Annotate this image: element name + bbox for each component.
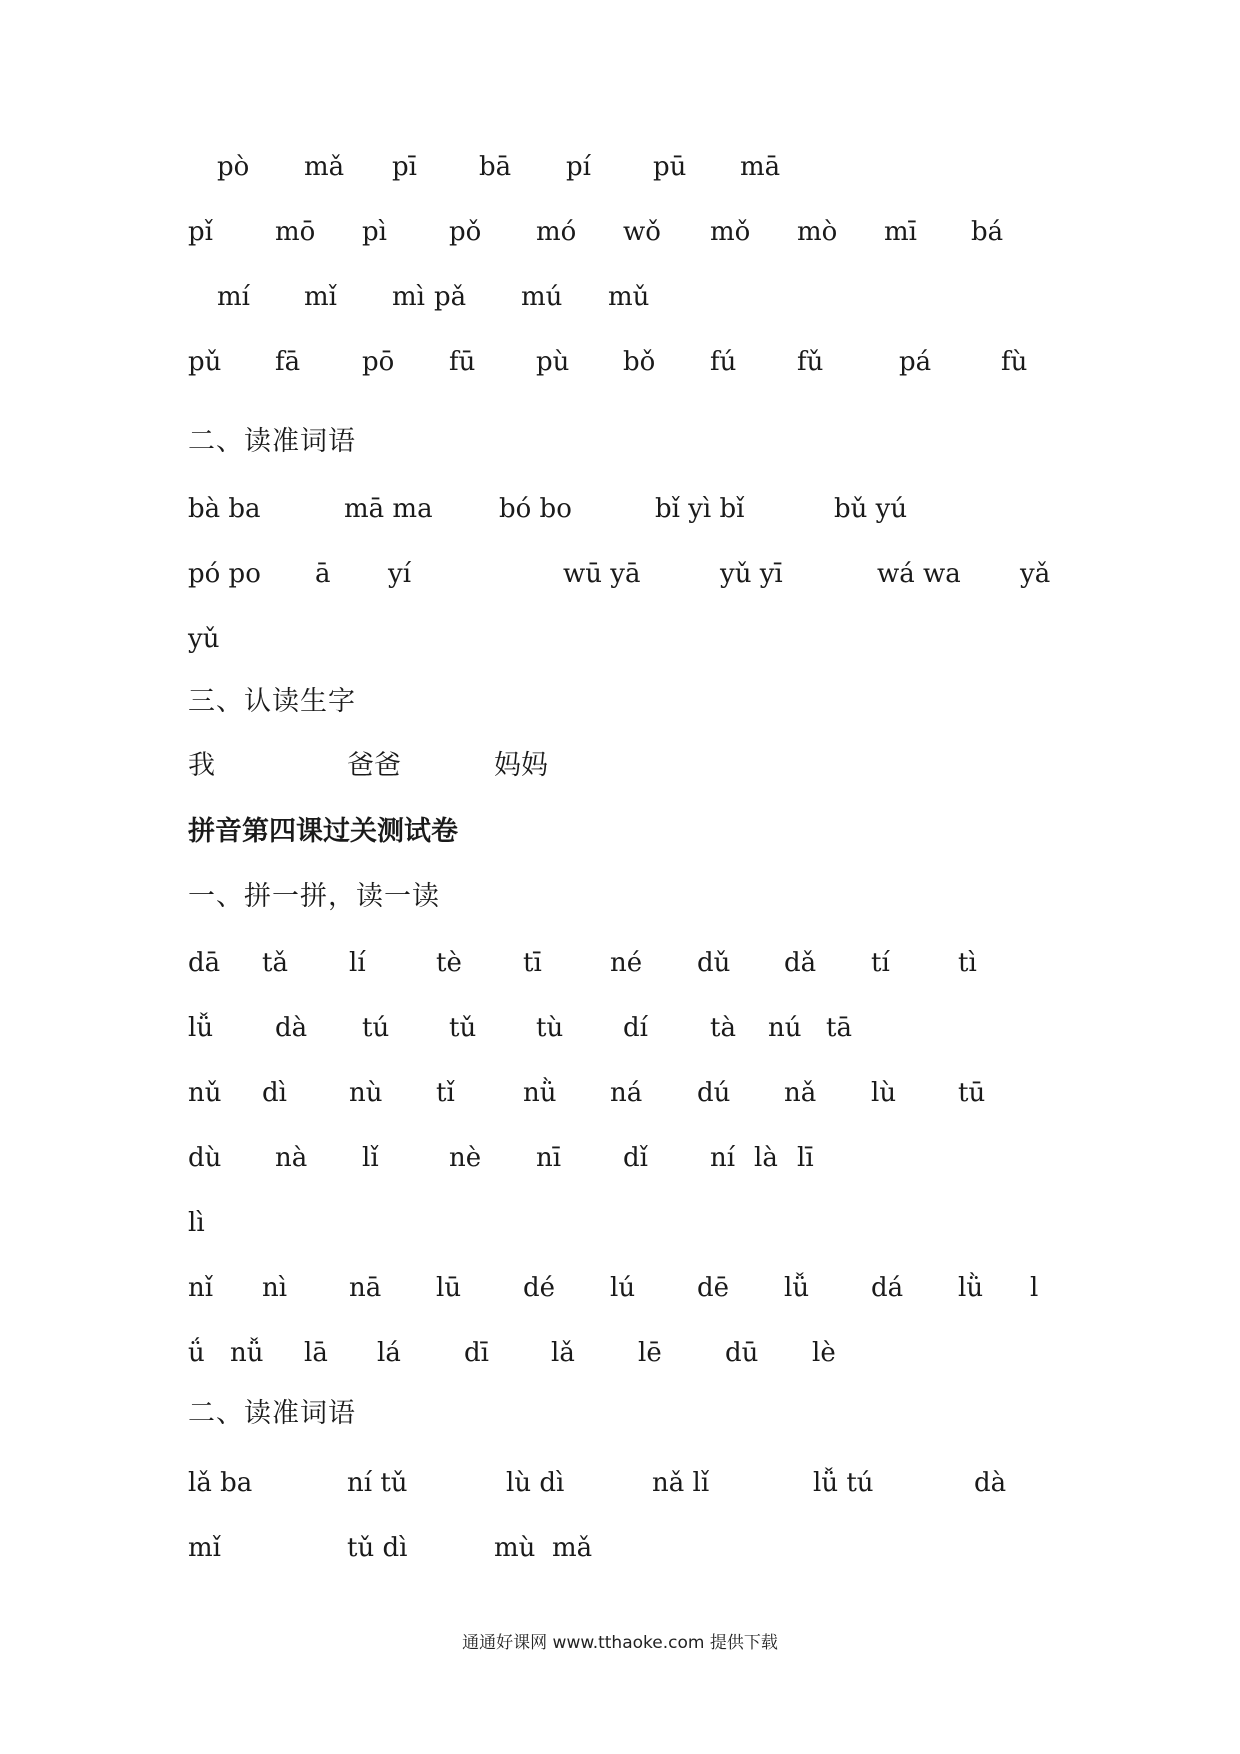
pinyin-syllable: dū [725, 1338, 759, 1368]
pinyin-syllable: lè [812, 1338, 836, 1368]
pinyin-syllable: nù [349, 1078, 383, 1108]
word: yí [388, 559, 412, 589]
word: bǐ yì bǐ [655, 494, 745, 524]
pinyin-syllable: tì [958, 948, 977, 978]
pinyin-syllable: pò [217, 152, 250, 182]
pinyin-syllable: dí [623, 1013, 648, 1043]
pinyin-syllable: lǎ [551, 1338, 575, 1368]
pinyin-syllable: lú [610, 1273, 636, 1303]
word: bà ba [188, 494, 261, 524]
pinyin-syllable: dà [275, 1013, 308, 1043]
pinyin-syllable: bǒ [623, 347, 656, 377]
word: mǎ [552, 1533, 593, 1563]
word: ā [315, 559, 331, 589]
pinyin-syllable: fú [710, 347, 737, 377]
pinyin-syllable: dá [871, 1273, 904, 1303]
pinyin-syllable: mī [884, 217, 917, 247]
pinyin-syllable: lù [871, 1078, 897, 1108]
pinyin-syllable: ǘ [188, 1338, 205, 1368]
pinyin-syllable: nè [449, 1143, 482, 1173]
pinyin-syllable: dē [697, 1273, 730, 1303]
pinyin-syllable: pí [566, 152, 591, 182]
word: bó bo [499, 494, 572, 524]
word: yǔ yī [720, 559, 783, 589]
pinyin-syllable: lī [797, 1143, 814, 1173]
pinyin-syllable: bā [479, 152, 512, 182]
l4-section1-heading: 一、拼一拼，读一读 [188, 881, 440, 912]
pinyin-syllable: nì [262, 1273, 288, 1303]
pinyin-syllable: dǔ [697, 948, 731, 978]
pinyin-syllable: pǐ [188, 217, 213, 247]
chinese-character: 我 [188, 750, 215, 781]
chinese-character: 爸爸 [347, 750, 401, 781]
pinyin-syllable: l [1030, 1273, 1039, 1303]
pinyin-syllable: bá [971, 217, 1004, 247]
pinyin-syllable: mǔ [608, 282, 650, 312]
pinyin-syllable: mō [275, 217, 316, 247]
word: nǎ lǐ [652, 1468, 710, 1498]
word: wū yā [563, 559, 641, 589]
pinyin-syllable: lū [436, 1273, 462, 1303]
pinyin-syllable: lǜ [958, 1273, 984, 1303]
pinyin-syllable: nà [275, 1143, 308, 1173]
pinyin-syllable: tǔ [449, 1013, 477, 1043]
pinyin-syllable: mā [740, 152, 781, 182]
word: mù [494, 1533, 536, 1563]
pinyin-syllable: lā [304, 1338, 328, 1368]
word: pó po [188, 559, 261, 589]
pinyin-syllable: fā [275, 347, 301, 377]
pinyin-syllable: mú [521, 282, 563, 312]
word: bǔ yú [834, 494, 908, 524]
pinyin-syllable: tǎ [262, 948, 288, 978]
word: mǐ [188, 1533, 221, 1563]
pinyin-syllable: pī [392, 152, 417, 182]
pinyin-syllable: dǎ [784, 948, 817, 978]
pinyin-syllable: pū [653, 152, 687, 182]
pinyin-syllable: ná [610, 1078, 643, 1108]
pinyin-syllable: lǐ [362, 1143, 379, 1173]
page-footer: 通通好课网 www.tthaoke.com 提供下载 [462, 1633, 778, 1653]
pinyin-syllable: dì [262, 1078, 287, 1108]
pinyin-syllable: pō [362, 347, 395, 377]
pinyin-syllable: tū [958, 1078, 986, 1108]
word: mā ma [344, 494, 433, 524]
pinyin-syllable: nǐ [188, 1273, 214, 1303]
pinyin-syllable: mǒ [710, 217, 751, 247]
pinyin-syllable: nī [536, 1143, 562, 1173]
pinyin-syllable: mò [797, 217, 838, 247]
pinyin-syllable: pì [362, 217, 387, 247]
pinyin-syllable: nǔ [188, 1078, 222, 1108]
pinyin-syllable: dé [523, 1273, 556, 1303]
pinyin-syllable: pá [899, 347, 932, 377]
pinyin-syllable: nǚ [230, 1338, 264, 1368]
pinyin-syllable: dù [188, 1143, 222, 1173]
l4-section2-heading: 二、读准词语 [188, 1398, 356, 1429]
pinyin-syllable: pǔ [188, 347, 222, 377]
pinyin-syllable: fǔ [797, 347, 824, 377]
pinyin-syllable: mì [392, 282, 425, 312]
pinyin-syllable: tà [710, 1013, 736, 1043]
pinyin-syllable: mǎ [304, 152, 345, 182]
pinyin-syllable: tí [871, 948, 890, 978]
word: ní tǔ [347, 1468, 408, 1498]
pinyin-syllable: fù [1001, 347, 1028, 377]
pinyin-syllable: tǐ [436, 1078, 455, 1108]
word: yǎ [1020, 559, 1051, 589]
pinyin-syllable: lē [638, 1338, 662, 1368]
pinyin-syllable: lì [188, 1208, 205, 1238]
pinyin-syllable: lí [349, 948, 366, 978]
pinyin-syllable: né [610, 948, 643, 978]
word: yǔ [188, 624, 220, 654]
l3-section3-heading: 三、认读生字 [188, 686, 356, 717]
pinyin-syllable: mí [217, 282, 250, 312]
chinese-character: 妈妈 [494, 750, 548, 781]
pinyin-syllable: nú [768, 1013, 802, 1043]
pinyin-syllable: tā [826, 1013, 852, 1043]
pinyin-syllable: fū [449, 347, 476, 377]
lesson4-title: 拼音第四课过关测试卷 [188, 816, 458, 847]
word: tǔ dì [347, 1533, 408, 1563]
pinyin-syllable: pǒ [449, 217, 482, 247]
pinyin-syllable: nā [349, 1273, 382, 1303]
pinyin-syllable: pǎ [434, 282, 467, 312]
pinyin-syllable: lǚ [784, 1273, 810, 1303]
pinyin-syllable: tè [436, 948, 462, 978]
pinyin-syllable: tī [523, 948, 542, 978]
pinyin-syllable: ní [710, 1143, 736, 1173]
word: dà [974, 1468, 1007, 1498]
word: wá wa [877, 559, 961, 589]
pinyin-syllable: nǜ [523, 1078, 557, 1108]
pinyin-syllable: dǐ [623, 1143, 648, 1173]
pinyin-syllable: lǚ [188, 1013, 214, 1043]
pinyin-syllable: tù [536, 1013, 564, 1043]
pinyin-syllable: wǒ [623, 217, 661, 247]
pinyin-syllable: nǎ [784, 1078, 817, 1108]
pinyin-syllable: tú [362, 1013, 390, 1043]
pinyin-syllable: dā [188, 948, 221, 978]
pinyin-syllable: dú [697, 1078, 731, 1108]
pinyin-syllable: pù [536, 347, 570, 377]
word: lù dì [506, 1468, 565, 1498]
pinyin-syllable: mǐ [304, 282, 337, 312]
l3-section2-heading: 二、读准词语 [188, 426, 356, 457]
pinyin-syllable: lá [377, 1338, 401, 1368]
pinyin-syllable: là [754, 1143, 778, 1173]
word: lǚ tú [813, 1468, 874, 1498]
pinyin-syllable: dī [464, 1338, 489, 1368]
pinyin-syllable: mó [536, 217, 577, 247]
word: lǎ ba [188, 1468, 253, 1498]
